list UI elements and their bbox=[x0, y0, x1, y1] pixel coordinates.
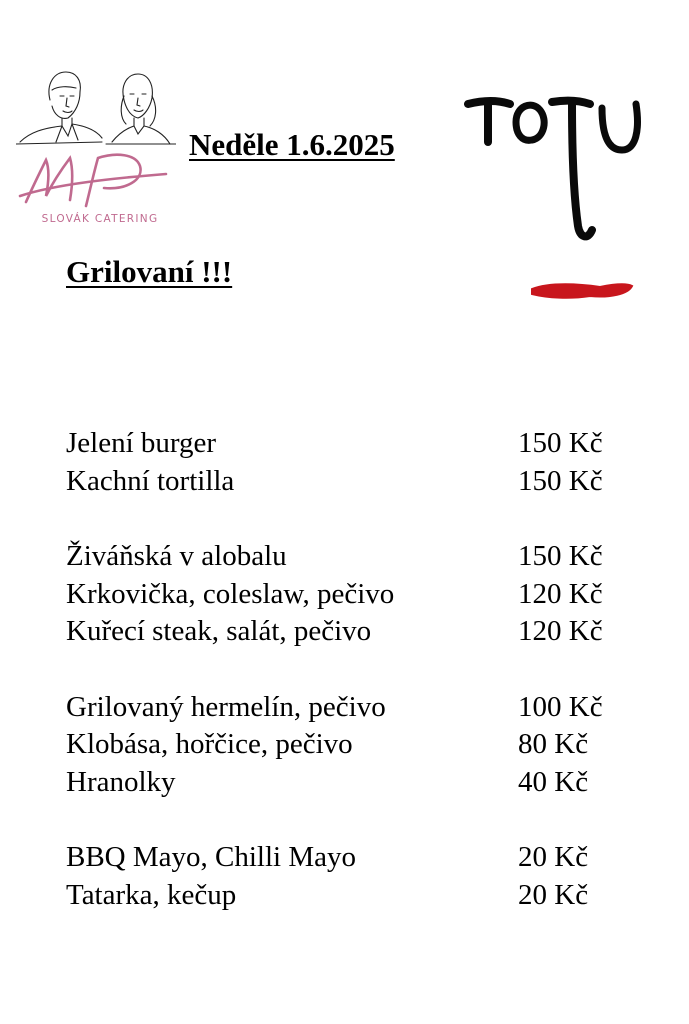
menu-item-price: 100 Kč bbox=[518, 690, 603, 723]
menu-item bbox=[66, 726, 626, 764]
red-lips-icon bbox=[532, 284, 632, 298]
menu-item bbox=[66, 538, 626, 576]
menu-item bbox=[66, 839, 626, 877]
menu-item bbox=[66, 689, 626, 727]
menu-item-price: 40 Kč bbox=[518, 765, 589, 798]
menu-date: Neděle 1.6.2025 bbox=[189, 127, 395, 162]
menu-item bbox=[66, 877, 626, 915]
menu-item-price: 150 Kč bbox=[518, 540, 603, 572]
menu-item-price: 120 Kč bbox=[518, 577, 603, 610]
menu-item-name: Tatarka, kečup bbox=[66, 878, 237, 911]
couple-line-drawing-icon bbox=[16, 72, 176, 144]
brand-text: SLOVÁK CATERING bbox=[41, 213, 159, 225]
menu-item-name: Hranolky bbox=[66, 765, 176, 798]
menu-group bbox=[66, 839, 626, 914]
menu-item-price: 120 Kč bbox=[518, 615, 603, 647]
menu-item bbox=[66, 463, 626, 501]
toto-logo bbox=[460, 88, 650, 308]
menu-item bbox=[66, 425, 626, 463]
menu-item-name: Kuřecí steak, salát, pečivo bbox=[66, 615, 372, 647]
menu-item bbox=[66, 764, 626, 802]
menu-item-price: 150 Kč bbox=[518, 427, 603, 459]
menu-item-name: Klobása, hořčice, pečivo bbox=[66, 728, 353, 760]
menu-item-name: Kachní tortilla bbox=[66, 464, 235, 497]
menu-group bbox=[66, 689, 626, 802]
toto-brush-icon bbox=[468, 101, 637, 237]
menu-list bbox=[66, 425, 626, 952]
slovak-catering-logo bbox=[16, 66, 176, 232]
menu-item-name: Krkovička, coleslaw, pečivo bbox=[66, 577, 395, 610]
menu-item-name: BBQ Mayo, Chilli Mayo bbox=[66, 841, 357, 873]
mp-monogram-icon bbox=[20, 155, 166, 206]
menu-item-price: 20 Kč bbox=[518, 878, 589, 911]
menu-item-name: Živáňská v alobalu bbox=[66, 540, 287, 572]
menu-group bbox=[66, 538, 626, 651]
menu-group bbox=[66, 425, 626, 500]
menu-item-price: 150 Kč bbox=[518, 464, 603, 497]
menu-heading: Grilovaní !!! bbox=[66, 254, 233, 289]
menu-item-price: 80 Kč bbox=[518, 728, 589, 760]
menu-item bbox=[66, 576, 626, 614]
menu-item-name: Grilovaný hermelín, pečivo bbox=[66, 690, 386, 723]
menu-item-name: Jelení burger bbox=[66, 427, 217, 459]
menu-item bbox=[66, 613, 626, 651]
menu-item-price: 20 Kč bbox=[518, 841, 589, 873]
